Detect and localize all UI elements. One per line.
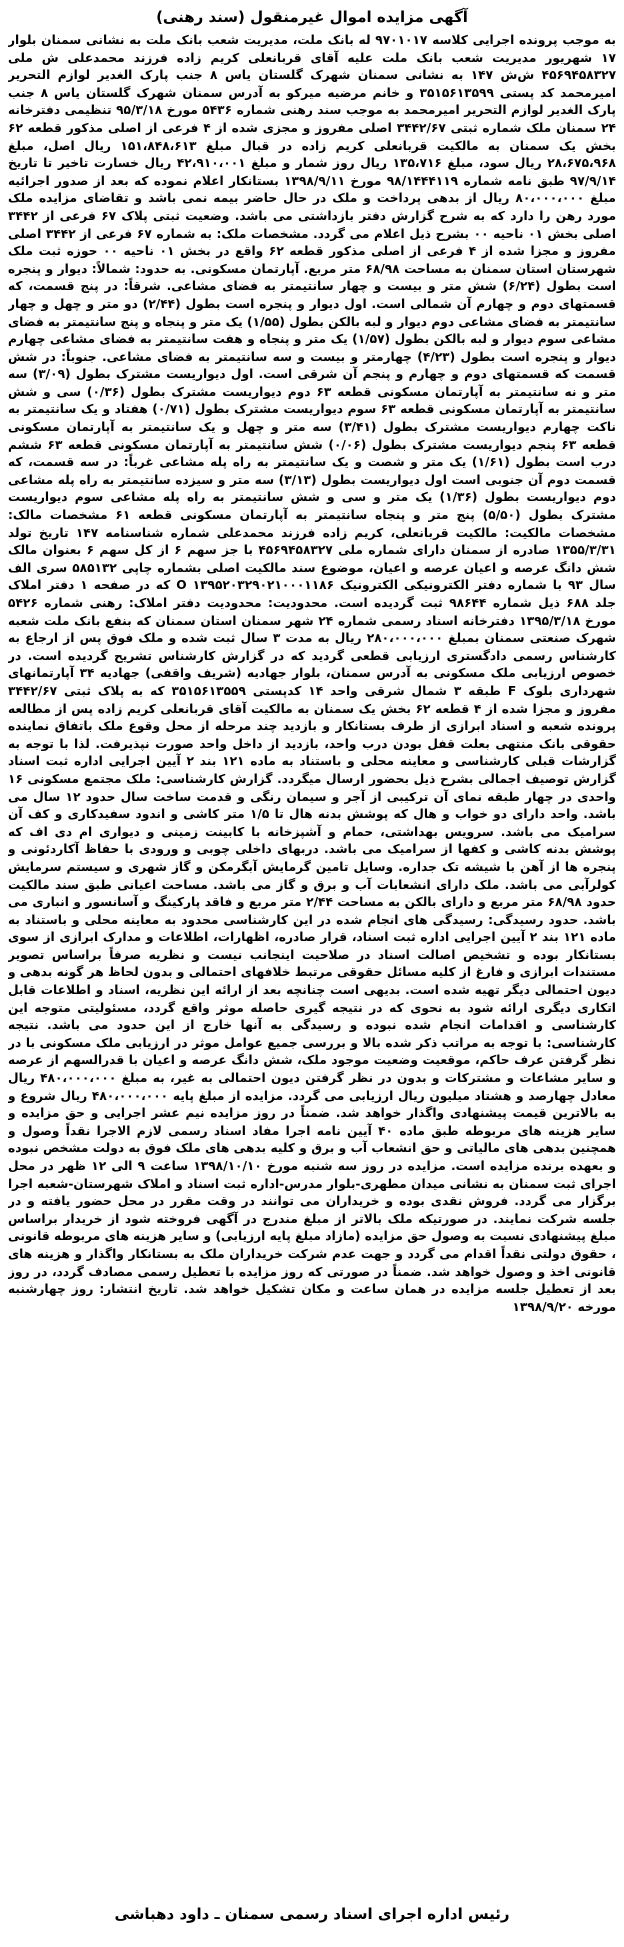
notice-body: به موجب پرونده اجرایی کلاسه ۹۷۰۱۰۱۷ له بانک ملت، مدیریت شعب بانک ملت به نشانی سمنان بلوار ۱۷ شهریور مدیریت شعب بانک ملت علیه آقای قربانعلی کریم زاده فرزند محمدعلی ش ملی ۴۵۶۹۴۵۸۳۲۷ ش‌ش ۱۴۷ به نشانی سمنان شهرک گلستان یاس ۸ جنب پارک الغدیر لوازم التحریر امیرمحمد کد پستی ۳۵۱۵۶۱۳۵۹۹ و خانم مرضیه میرکو به آدرس سمنان شهرک گلستان یاس ۸ جنب پارک الغدیر لوازم التحریر امیرمحمد به موجب سند رهنی شماره ۵۴۳۶ مورخ ۹۵/۳/۱۸ تنظیمی دفترخانه ۲۴ سمنان ملک شماره ثبتی ۳۴۴۲/۶۷ اصلی مفروز و مجزی شده از ۴ فرعی از اصلی مذکور قطعه ۶۲ بخش یک سمنان به مالکیت قربانعلی کریم زاده در قبال مبلغ ۱۵۱،۸۴۸،۶۱۳ ریال اصل، مبلغ ۲۸،۶۷۵،۹۶۸ ریال سود، مبلغ ۱۳۵،۷۱۶ ریال روز شمار و مبلغ ۴۲،۹۱۰،۰۰۱ ریال خسارت تاخیر تا تاریخ ۹۷/۹/۱۴ طبق نامه شماره ۹۸/۱۴۴۴۱۱۹ مورخ ۱۳۹۸/۹/۱۱ بستانکار اعلام نموده که بعد از صدور اجرائیه مبلغ ۸۰،۰۰۰،۰۰۰ ریال از بدهی پرداخت و ملک در حال حاضر بیمه نمی باشد و تقاضای مزایده ملک مورد رهن را دارد که به شرح گزارش دفتر بازداشتی می باشد. وضعیت ثبتی پلاک ۶۷ فرعی از ۳۴۴۲ اصلی بخش ۰۱ ناحیه ۰۰ بشرح ذیل اعلام می گردد. مشخصات ملک: به شماره ۶۷ فرعی از ۳۴۴۲ اصلی مفروز و مجزا شده از ۴ فرعی از اصلی مذکور قطعه ۶۲ واقع در بخش ۰۱ ناحیه ۰۰ حوزه ثبت ملک شهرستان استان سمنان به مساحت ۶۸/۹۸ متر مربع. آپارتمان مسکونی. به حدود: شمالاً: دیوار و پنجره است بطول (۶/۲۴) شش متر و بیست و چهار سانتیمتر به فضای مشاعی. شرقاً: در پنج قسمت، که قسمتهای دوم و چهارم آن شمالی است. اول دیوار و پنجره است بطول (۲/۴۴) دو متر و چهل و چهار سانتیمتر به فضای مشاعی دوم دیوار و لبه بالکن بطول (۱/۵۵) یک متر و پنجاه و پنج سانتیمتر به فضای مشاعی سوم دیوار و لبه بالکن بطول (۱/۵۷) یک متر و پنجاه و هفت سانتیمتر به فضای مشاعی چهارم دیوار و پنجره است بطول (۴/۲۳) چهارمتر و بیست و سه سانتیمتر به فضای مشاعی. جنوباً: در شش قسمت که قسمتهای دوم و چهارم و پنجم آن شرقی است. اول دیواریست مشترک بطول (۳/۰۹) سه متر و نه سانتیمتر به آپارتمان مسکونی قطعه ۶۳ دوم دیواریست مشترک بطول (۰/۳۶) سی و شش سانتیمتر به آپارتمان مسکونی قطعه ۶۳ سوم دیواریست مشترک بطول (۰/۷۱) هفتاد و یک سانتیمتر به ناکت چهارم دیواریست مشترک بطول (۳/۴۱) سه متر و چهل و یک سانتیمتر به آپارتمان مسکونی قطعه ۶۳ پنجم دیواریست مشترک بطول (۰/۰۶) شش سانتیمتر به آپارتمان مسکونی قطعه ۶۳ ششم درب است بطول (۱/۶۱) یک متر و شصت و یک سانتیمتر به راه پله مشاعی غرباً: در سه قسمت، که قسمت دوم آن جنوبی است اول دیواریست بطول (۳/۱۳) سه متر و سیزده سانتیمتر به راه پله مشاعی دوم دیواریست بطول (۱/۳۶) یک متر و سی و شش سانتیمتر به راه پله مشاعی سوم دیواریست مشترک بطول (۵/۵۰) پنج متر و پنجاه سانتیمتر به آپارتمان مسکونی قطعه ۶۱ مشخصات مالک: مشخصات مالکیت: مالکیت قربانعلی، کریم زاده فرزند محمدعلی شماره شناسنامه ۱۴۷ تاریخ تولد ۱۳۵۵/۳/۳۱ صادره از سمنان دارای شماره ملی ۴۵۶۹۴۵۸۳۲۷ با جز سهم ۶ از کل سهم ۶ بعنوان مالک شش دانگ عرصه و اعیان عرصه و اعیان، موضوع سند مالکیت اصلی بشماره چاپی ۵۸۵۱۳۲ سری الف سال ۹۳ با شماره دفتر الکترونیکی الکترونیک ۱۳۹۵۲۰۳۲۹۰۲۱۰۰۰۱۱۸۶ O که در صفحه ۱ دفتر املاک جلد ۶۸۸ ذیل شماره ۹۸۶۴۴ ثبت گردیده است. محدودیت: محدودیت دفتر املاک: رهنی شماره ۵۴۲۶ مورخ ۱۳۹۵/۳/۱۸ دفترخانه اسناد رسمی شماره ۲۴ شهر سمنان استان سمنان که بنفع بانک ملت شعبه شهرک صنعتی سمنان بمبلغ ۲۸۰،۰۰۰،۰۰۰ ریال به مدت ۳ سال ثبت شده و ملک فوق پس از ارجاع به کارشناس رسمی دادگستری ارزیابی قطعی گردید که در گزارش کارشناس تشریح گردیده است. در خصوص ارزیابی ملک مسکونی به آدرس سمنان، بلوار جهادیه (شریف واقفی) جهادیه ۳۴ آپارتمانهای شهرداری بلوک F طبقه ۳ شمال شرقی واحد ۱۴ کدپستی ۳۵۱۵۶۱۳۵۵۹ که به پلاک ثبتی ۳۴۴۲/۶۷ مفروز و مجزا شده از ۴ قطعه ۶۲ بخش یک سمنان به مالکیت آقای قربانعلی کریم زاده پس از مطالعه پرونده شعبه و اسناد ابرازی از طرف بستانکار و بازدید چند مرحله از محل وقوع ملک باتفاق نماینده حقوقی بانک منتهی بعلت قفل بودن درب واحد، بازدید از داخل واحد صورت نپذیرفت. لذا با توجه به گزارشات قبلی کارشناسی و معاینه محلی و باستناد به ماده ۱۲۱ بند ۲ آیین اجرایی اداره ثبت اسناد گزارش توصیف اجمالی بشرح ذیل بحضور ارسال میگردد. گزارش کارشناسی: ملک مجتمع مسکونی ۱۶ واحدی در چهار طبقه نمای آن ترکیبی از آجر و سیمان رنگی و قدمت ساخت سال حدود ۱۲ سال می باشد. واحد دارای دو خواب و هال که پوشش بدنه هال تا ۱/۵ متر کاشی و اندود سفیدکاری و کف آن سرامیک می باشد. سرویس بهداشتی، حمام و آشپزخانه با کابینت زمینی و دیواری ام دی اف که پوشش بدنه کاشی و کفها از سرامیک می باشد. دربهای داخلی چوبی و ورودی با حفاظ آکاردئونی و پنجره ها از آهن با شیشه تک جداره. وسایل تامین گرمایش آبگرمکن و گاز شهری و سیستم سرمایش کولرآبی می باشد. ملک دارای انشعابات آب و برق و گاز می باشد. مساحت اعیانی طبق سند مالکیت حدود ۶۸/۹۸ متر مربع و دارای بالکن به مساحت ۲/۴۴ متر مربع و فاقد پارکینگ و آسانسور و انباری می باشد. حدود رسیدگی: رسیدگی های انجام شده در این کارشناسی محدود به معاینه محلی و باستناد به ماده ۱۲۱ بند ۲ آیین اجرایی اداره ثبت اسناد، قرار صادره، اظهارات، اطلاعات و مدارک ابرازی از سوی بستانکار بوده و تشخیص اصالت اسناد در صلاحیت اینجانب نیست و نظریه صرفاً براساس تصویر مستندات ابرازی و فارغ از کلیه مسائل حقوقی مرتبط خلافهای احتمالی و بدون لحاظ هر گونه بدهی و دیون احتمالی دیگر تهیه شده است. بدیهی است چنانچه بعد از ارائه این نظریه، اسناد و اطلاعات قابل اتکاری دیگری ارائه شود به نحوی که در نتیجه گیری حاصله موثر واقع گردد، مسئولیتی متوجه این کارشناسی و اقدامات انجام شده نبوده و رسیدگی به آنها خارج از این حدود می باشد. نتیجه کارشناسی: با توجه به مراتب ذکر شده بالا و بررسی جمیع عوامل موثر در ارزیابی ملک مسکونی با در نظر گرفتن عرف حاکم، موقعیت وضعیت موجود ملک، شش دانگ عرصه و اعیان با قدرالسهم از عرصه و سایر مشاعات و مشترکات و بدون در نظر گرفتن دیون احتمالی به غیر، به مبلغ ۴۸۰،۰۰۰،۰۰۰ ریال معادل چهارصد و هشتاد میلیون ریال ارزیابی می گردد. مزایده از مبلغ پایه ۴۸۰،۰۰۰،۰۰۰ ریال شروع و به بالاترین قیمت پیشنهادی واگذار خواهد شد. ضمناً در روز مزایده نیم عشر اجرایی و حق مزایده و سایر هزینه های مربوطه طبق ماده ۴۰ آیین نامه اجرا مفاد اسناد رسمی لازم الاجرا نقداً وصول و همچنین بدهی های مالیاتی و حق انشعاب آب و برق و کلیه بدهی های ملک فوق به دولت مشخص نبوده و بعهده برنده مزایده است. مزایده در روز سه شنبه مورخ ۱۳۹۸/۱۰/۱۰ ساعت ۹ الی ۱۲ ظهر در محل اجرای ثبت سمنان به نشانی میدان مطهری-بلوار مدرس-اداره ثبت اسناد و املاک شهرستان-شعبه اجرا برگزار می گردد. فروش نقدی بوده و خریداران می توانند در وقت مقرر در محل حضور یافته و در جلسه شرکت نمایند. در صورتیکه ملک بالاتر از مبلغ مندرج در آگهی فروخته شود از خریدار براساس مبلغ پیشنهادی نسبت به وصول حق مزایده (مازاد مبلغ پایه ارزیابی) و سایر هزینه های مربوطه قانونی ، حقوق دولتی نقداً اقدام می گردد و جهت عدم شرکت خریداران ملک به بستانکار واگذار و هزینه های قانونی اخذ و وصول خواهد شد. ضمناً در صورتی که روز مزایده با تعطیل رسمی مصادف گردد، در روز بعد از تعطیل جلسه مزایده در همان ساعت و مکان تشکیل خواهد شد. تاریخ انتشار: روز چهارشنبه مورخه ۱۳۹۸/۹/۲۰ [8, 33, 616, 1314]
notice-title: آگهی مزایده اموال غیرمنقول (سند رهنی) [156, 8, 468, 26]
notice-signature: رئیس اداره اجرای اسناد رسمی سمنان ـ داود دهباشی [114, 1905, 510, 1923]
